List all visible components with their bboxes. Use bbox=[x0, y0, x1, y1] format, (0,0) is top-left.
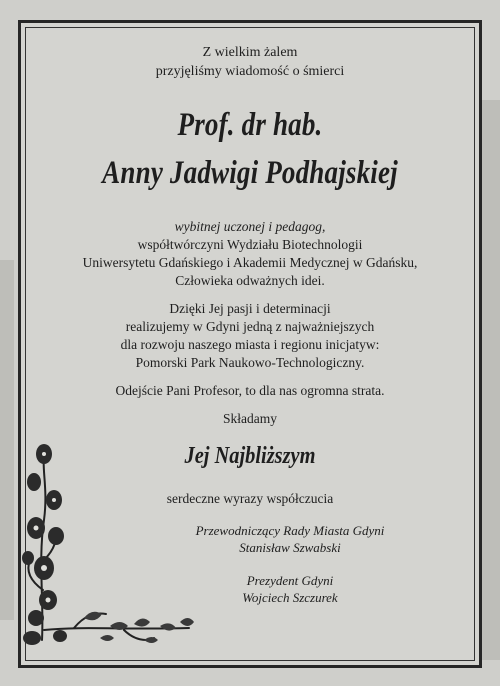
description-line-3: Uniwersytetu Gdańskiego i Akademii Medycznej w Gdańsku, bbox=[82, 255, 418, 270]
loss-statement: Odejście Pani Profesor, to dla nas ogromna strata. bbox=[115, 383, 385, 398]
description-line-2: współtwórczyni Wydziału Biotechnologii bbox=[137, 237, 363, 252]
offer-text: Składamy bbox=[223, 411, 277, 426]
recipients: Jej Najbliższym bbox=[184, 443, 316, 469]
legacy-line-3: dla rozwoju naszego miasta i regionu inicjatyw: bbox=[120, 337, 380, 352]
description-line-1: wybitnej uczonej i pedagog, bbox=[174, 219, 326, 234]
rose-branch-icon bbox=[14, 440, 204, 650]
condolences-text: serdeczne wyrazy współczucia bbox=[166, 491, 334, 506]
bleed-through-left bbox=[0, 260, 14, 620]
legacy-line-1: Dzięki Jej pasji i determinacji bbox=[169, 301, 331, 316]
legacy-line-4: Pomorski Park Naukowo-Technologiczny. bbox=[135, 355, 365, 370]
deceased-name: Anny Jadwigi Podhajskiej bbox=[102, 155, 398, 191]
intro-line-2: przyjęliśmy wiadomość o śmierci bbox=[155, 64, 345, 79]
signature-1-role: Przewodniczący Rady Miasta Gdyni bbox=[195, 523, 385, 538]
description-line-4: Człowieka odważnych idei. bbox=[175, 273, 325, 288]
intro-line-1: Z wielkim żalem bbox=[202, 45, 298, 60]
signature-1-name: Stanisław Szwabski bbox=[239, 540, 341, 555]
signature-2-role: Prezydent Gdyni bbox=[246, 573, 334, 588]
legacy-line-2: realizujemy w Gdyni jedną z najważniejszych bbox=[125, 319, 375, 334]
signature-2-name: Wojciech Szczurek bbox=[242, 590, 338, 605]
deceased-title: Prof. dr hab. bbox=[177, 107, 323, 143]
